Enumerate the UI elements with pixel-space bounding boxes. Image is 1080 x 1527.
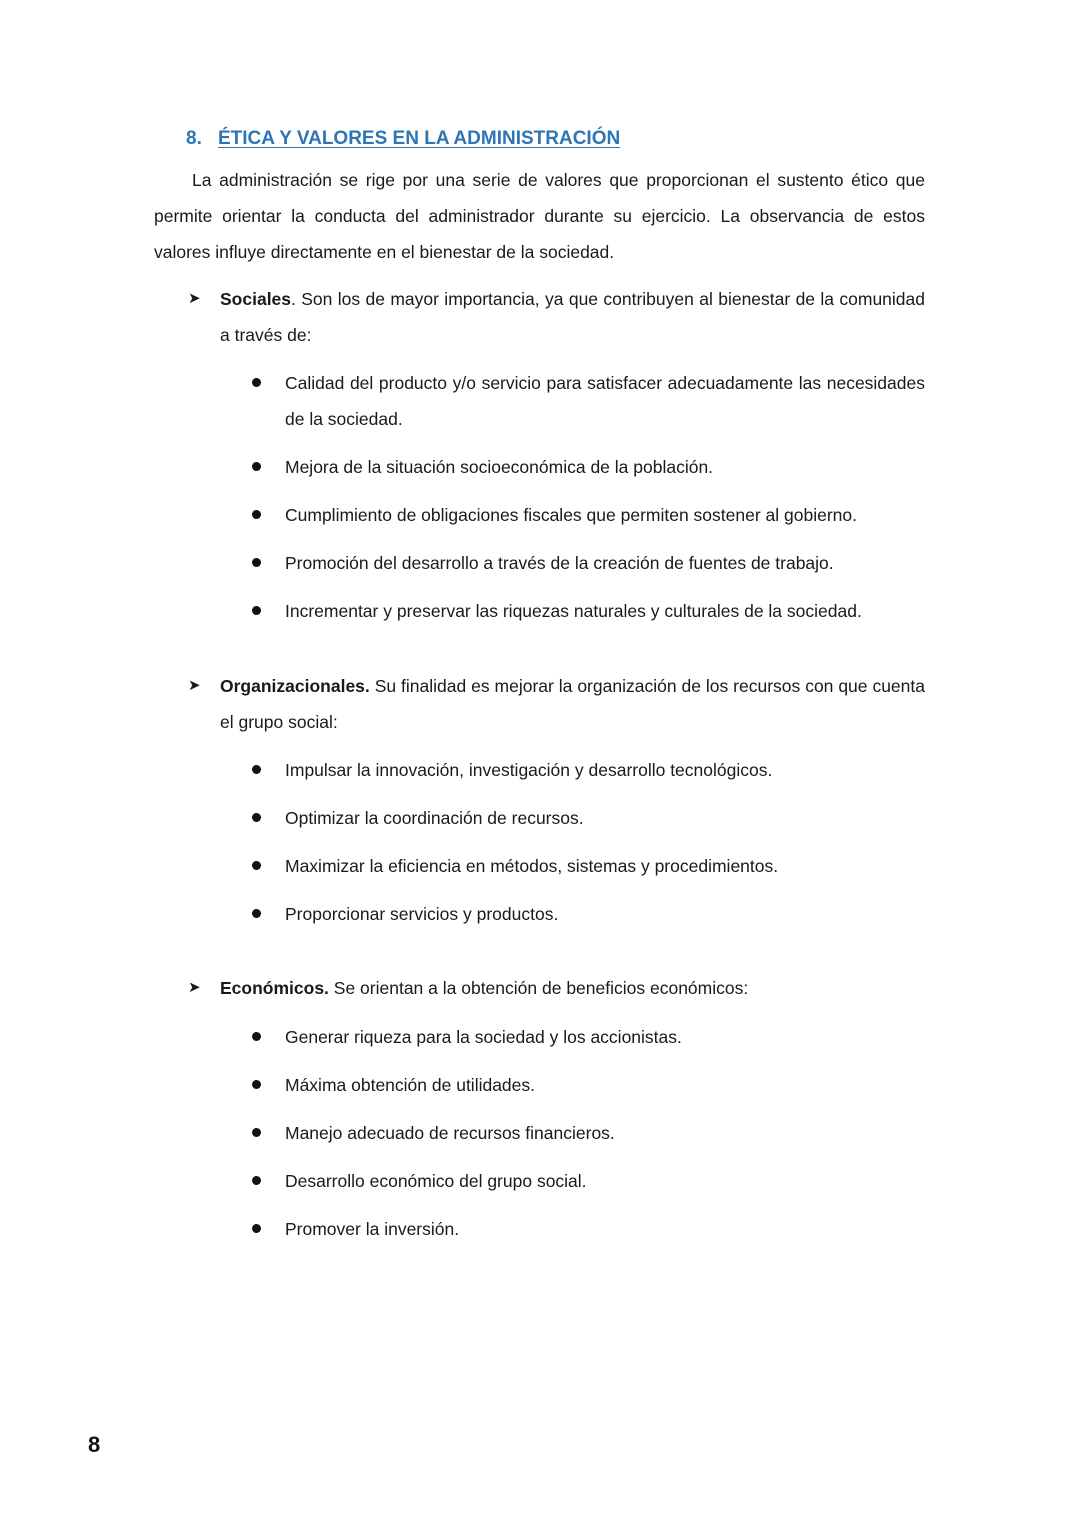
list-item [186, 449, 925, 485]
list-item-text: Promover la inversión. [285, 1219, 460, 1239]
list-item-text: Impulsar la innovación, investigación y desarrollo tecnológicos. [285, 760, 773, 780]
bullet-dot-icon [252, 1080, 261, 1089]
section-term: Organizacionales. [220, 676, 370, 696]
list-item [186, 497, 925, 533]
bullet-dot-icon [252, 1032, 261, 1041]
values-section-sociales [186, 281, 925, 629]
bullet-dot-icon [252, 1176, 261, 1185]
list-item [186, 752, 925, 788]
bullet-dot-icon [252, 378, 261, 387]
list-item [186, 800, 925, 836]
list-item [186, 896, 925, 932]
values-section-economicos [186, 970, 925, 1247]
list-item-text: Calidad del producto y/o servicio para satisfacer adecuadamente las necesidades de la sociedad. [285, 373, 925, 429]
list-item [186, 1067, 925, 1103]
list-item-text: Generar riqueza para la sociedad y los accionistas. [285, 1027, 682, 1047]
list-item [186, 1163, 925, 1199]
list-item-text: Máxima obtención de utilidades. [285, 1075, 536, 1095]
section-description: Su finalidad es mejorar la organización de los recursos con que cuenta el grupo social: [220, 676, 925, 732]
list-item [186, 1019, 925, 1055]
section-lead [186, 668, 925, 740]
intro-paragraph: La administración se rige por una serie de valores que proporcionan el sustento ético que permite orientar la conducta del administrador durante su ejercicio. La observancia de estos valores influye directamente en el bienestar de la sociedad. [154, 170, 925, 262]
list-item [186, 848, 925, 884]
list-item [186, 593, 925, 629]
section-lead [186, 970, 925, 1006]
bullet-dot-icon [252, 1224, 261, 1233]
section-description: . Son los de mayor importancia, ya que contribuyen al bienestar de la comunidad a través de: [220, 289, 925, 345]
section-term: Económicos. [220, 978, 329, 998]
arrow-bullet-icon: ➤ [188, 290, 201, 307]
list-item-text: Desarrollo económico del grupo social. [285, 1171, 587, 1191]
bullet-dot-icon [252, 861, 261, 870]
bullet-dot-icon [252, 558, 261, 567]
list-item [186, 1115, 925, 1151]
section-term: Sociales [220, 289, 292, 309]
page-number: 8 [88, 1432, 101, 1457]
list-item-text: Promoción del desarrollo a través de la creación de fuentes de trabajo. [285, 553, 834, 573]
section-title: ÉTICA Y VALORES EN LA ADMINISTRACIÓN [218, 128, 621, 149]
arrow-bullet-icon: ➤ [188, 979, 201, 996]
list-item-text: Proporcionar servicios y productos. [285, 904, 559, 924]
bullet-list [186, 365, 925, 629]
section-heading [186, 128, 620, 150]
bullet-dot-icon [252, 510, 261, 519]
section-description: Se orientan a la obtención de beneficios económicos: [328, 978, 749, 998]
list-item-text: Mejora de la situación socioeconómica de la población. [285, 457, 714, 477]
list-item-text: Manejo adecuado de recursos financieros. [285, 1123, 615, 1143]
bullet-dot-icon [252, 813, 261, 822]
bullet-list [186, 1019, 925, 1247]
bullet-dot-icon [252, 765, 261, 774]
bullet-dot-icon [252, 606, 261, 615]
bullet-dot-icon [252, 1128, 261, 1137]
list-item-text: Cumplimiento de obligaciones fiscales que permiten sostener al gobierno. [285, 505, 857, 525]
bullet-dot-icon [252, 909, 261, 918]
list-item [186, 365, 925, 437]
section-lead [186, 281, 925, 353]
list-item-text: Maximizar la eficiencia en métodos, sistemas y procedimientos. [285, 856, 779, 876]
list-item [186, 545, 925, 581]
list-item [186, 1211, 925, 1247]
values-section-organizacionales [186, 668, 925, 932]
bullet-dot-icon [252, 462, 261, 471]
bullet-list [186, 752, 925, 932]
arrow-bullet-icon: ➤ [188, 677, 201, 694]
list-item-text: Incrementar y preservar las riquezas naturales y culturales de la sociedad. [285, 601, 862, 621]
list-item-text: Optimizar la coordinación de recursos. [285, 808, 584, 828]
section-number: 8. [186, 128, 202, 149]
